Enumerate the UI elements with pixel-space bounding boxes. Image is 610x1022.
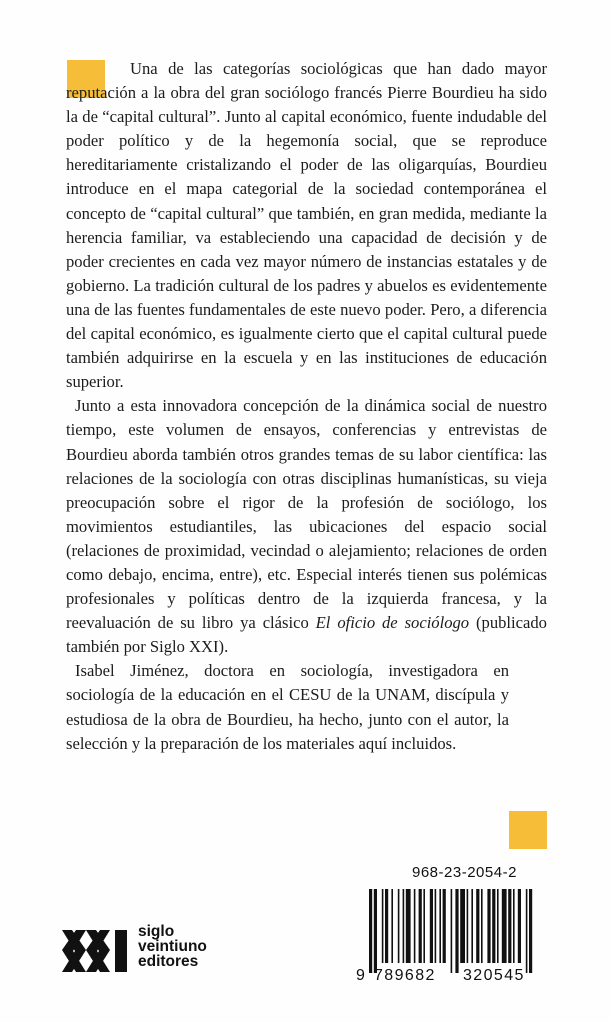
barcode-bar <box>460 889 465 963</box>
barcode-bar <box>414 889 416 963</box>
publisher-line-2: veintiuno <box>138 938 207 955</box>
barcode-bar <box>508 889 511 963</box>
barcode-left-digits: 789682 <box>374 967 436 984</box>
barcode-bar <box>471 889 473 963</box>
book-title: El oficio de sociólogo <box>315 613 470 633</box>
barcode-bar <box>385 889 388 963</box>
barcode-bar <box>467 889 469 963</box>
barcode-bar <box>476 889 479 963</box>
barcode-bar <box>529 889 532 973</box>
barcode-right-digits: 320545 <box>463 967 525 984</box>
publisher-line-3: editores <box>138 953 199 970</box>
barcode-bar <box>398 889 400 963</box>
barcode-bar <box>451 889 453 973</box>
paragraph-1: Una de las categorías sociológicas que han dado mayor reputación a la obra del gran sociólogo francés Pierre Bourdieu ha sido la de “capital cultural”. Junto al capital económico, fuente indudable del poder político y de la hegemonía social, que se reproduce hereditariamente cristalizando el poder de las oligarquías, Bourdieu introduce en el mapa categorial de la sociedad contemporánea el concepto de “capital cultural” que también, en gran medida, mediante la herencia familiar, va estableciendo una capacidad de decisión y de poder crecientes en cada vez mayor número de instancias estatales y de gobierno. La tradición cultural de los padres y abuelos es evidentemente una de las fuentes fundamentales de este nuevo poder. Pero, a diferencia del capital económico, es igualmente cierto que el capital cultural puede también adquirirse en la escuela y en las instituciones de educación superior. <box>66 59 547 392</box>
barcode-bar <box>403 889 405 963</box>
barcode <box>353 889 543 985</box>
paragraph-3: Isabel Jiménez, doctora en sociología, investigadora en sociología de la educación en el CESU de la UNAM, discípula y estudiosa de la obra de Bourdieu, ha hecho, junto con el autor, la selección y la preparación de los materiales aquí incluidos. <box>66 661 509 753</box>
barcode-bar <box>391 889 393 963</box>
barcode-bars <box>369 889 532 973</box>
barcode-bar <box>518 889 521 963</box>
decorative-square-bottom <box>509 811 547 849</box>
barcode-bar <box>423 889 425 963</box>
barcode-bar <box>492 889 495 963</box>
barcode-bar <box>369 889 372 973</box>
paragraph-2-end: (publicado también por Siglo XXI). <box>66 613 547 657</box>
barcode-bar <box>382 889 384 963</box>
barcode-bar <box>435 889 437 963</box>
barcode-bar <box>513 889 515 963</box>
barcode-bar <box>455 889 458 973</box>
barcode-bar <box>497 889 499 963</box>
barcode-bar <box>406 889 411 963</box>
barcode-bar <box>419 889 422 963</box>
barcode-bar <box>481 889 483 963</box>
barcode-bar <box>430 889 433 963</box>
paragraph-2 <box>66 394 547 659</box>
isbn-number: 968-23-2054-2 <box>412 864 517 881</box>
barcode-lead-digit: 9 <box>356 967 365 984</box>
paragraph-2-text: Junto a esta innovadora concepción de la dinámica social de nuestro tiempo, este volumen de ensayos, conferencias y entrevistas de Bourdieu aborda también otros grandes temas de su labor científica: las relaciones de la sociología con otras disciplinas humanísticas, su vieja preocupación sobre el rigor de la profesión de sociólogo, los movimientos estudiantiles, las ubicaciones del espacio social (relaciones de proximidad, vecindad o alejamiento; relaciones de orden como debajo, encima, entre), etc. Especial interés tienen sus polémicas profesionales y políticas dentro de la izquierda francesa, y la reevaluación de su libro ya clásico <box>66 396 547 633</box>
barcode-bar <box>443 889 446 963</box>
publisher-name <box>138 924 207 969</box>
barcode-bar <box>374 889 377 973</box>
blurb-text <box>66 57 547 756</box>
barcode-bar <box>502 889 507 963</box>
barcode-bar <box>526 889 528 973</box>
barcode-bar <box>487 889 490 963</box>
xxi-logo-icon <box>62 928 132 974</box>
publisher-line-1: siglo <box>138 923 175 940</box>
barcode-bar <box>439 889 441 963</box>
